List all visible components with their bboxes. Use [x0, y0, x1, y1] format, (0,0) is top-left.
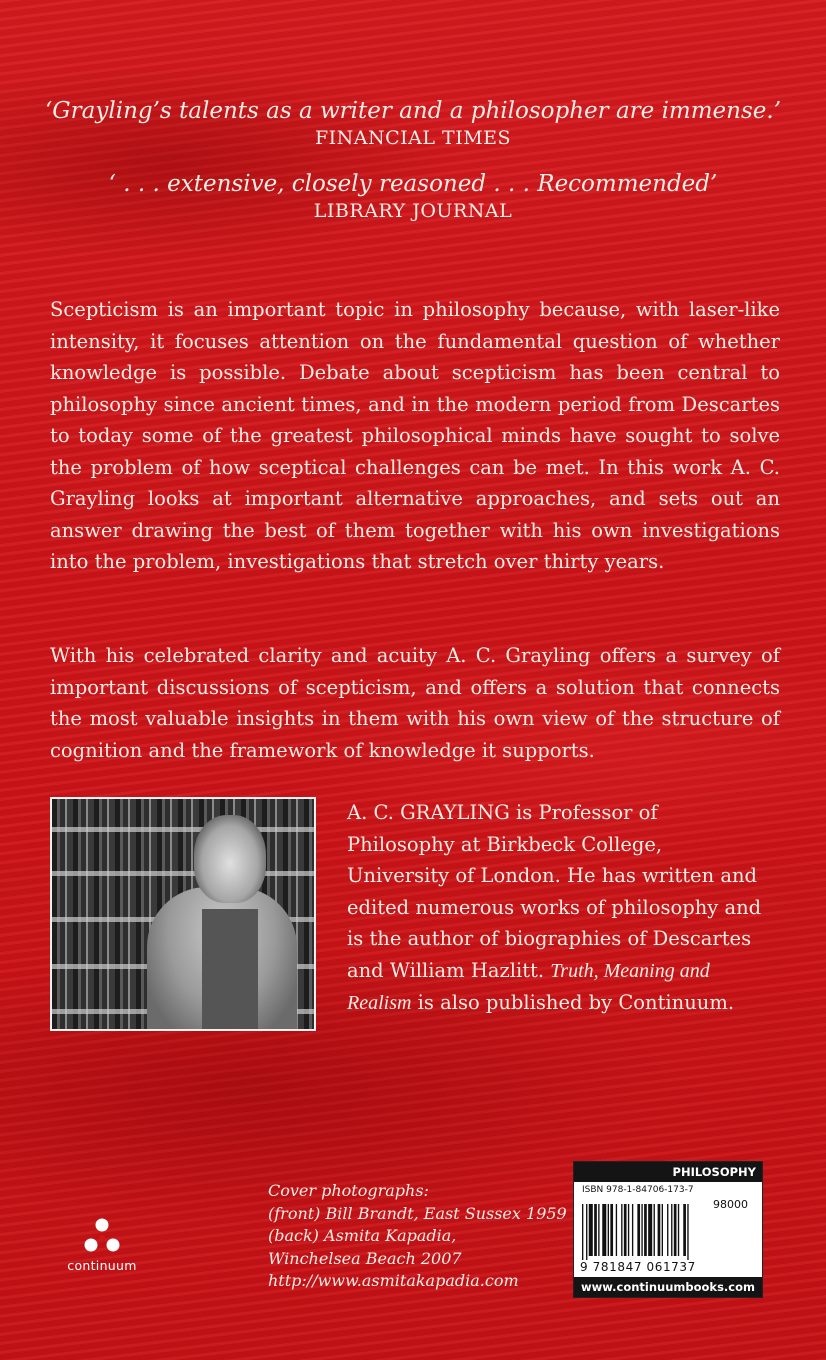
credit-line: Winchelsea Beach 2007: [268, 1248, 462, 1268]
quote-source: FINANCIAL TIMES: [314, 127, 512, 149]
credit-line: (front) Bill Brandt, East Sussex 1959: [268, 1203, 567, 1223]
cover-credits: [268, 1180, 568, 1293]
quote-financial-times: [0, 97, 826, 151]
credit-url: http://www.asmitakapadia.com: [268, 1271, 519, 1290]
publisher-logo: [60, 1216, 144, 1273]
quote-library-journal: [0, 170, 826, 224]
quote-text: ‘Grayling’s talents as a writer and a philosopher are immense.’: [44, 98, 782, 124]
barcode-icon: [582, 1204, 758, 1260]
publisher-website: www.continuumbooks.com: [574, 1277, 762, 1297]
bio-text-end: is also published by Continuum.: [417, 991, 735, 1014]
author-photo: [50, 797, 316, 1031]
publisher-name: continuum: [67, 1258, 137, 1273]
author-bio: [347, 797, 767, 1020]
price-code: 98000: [713, 1198, 748, 1211]
quote-text: ‘ . . . extensive, closely reasoned . . . Recommended’: [108, 171, 718, 197]
credit-line: (back) Asmita Kapadia,: [268, 1226, 457, 1245]
continuum-logo-icon: [82, 1216, 122, 1256]
isbn-number: ISBN 978-1-84706-173-7: [582, 1185, 694, 1195]
barcode-box: [573, 1161, 763, 1298]
credit-line: Cover photographs:: [268, 1181, 429, 1200]
category-label: PHILOSOPHY: [574, 1162, 762, 1182]
description-paragraph-1: Scepticism is an important topic in philosophy because, with laser-like intensity, it focuses attention on the fundamental question of whether knowledge is possible. Debate about scepticism has been central to philosophy since ancient times, and in the modern period from Descartes to today some of the greatest philosophical minds have sought to solve the problem of how sceptical challenges can be met. In this work A. C. Grayling looks at important alternative approaches, and sets out an answer drawing the best of them together with his own investigations into the problem, investigations that stretch over thirty years.: [50, 298, 780, 573]
bio-text: A. C. GRAYLING is Professor of Philosophy at Birkbeck College, University of London. He has written and edited numerous works of philosophy and is the author of biographies of Descartes and William Hazlitt.: [347, 801, 762, 982]
quote-source: LIBRARY JOURNAL: [313, 200, 513, 222]
bio-book-title: Truth, Meaning and Realism: [347, 959, 710, 1014]
description-paragraph-2: With his celebrated clarity and acuity A. C. Grayling offers a survey of important discussions of scepticism, and offers a solution that connects the most valuable insights in them with his own view of the structure of cognition and the framework of knowledge it supports.: [50, 644, 780, 762]
barcode-digits: 9 781847 061737: [580, 1260, 696, 1274]
